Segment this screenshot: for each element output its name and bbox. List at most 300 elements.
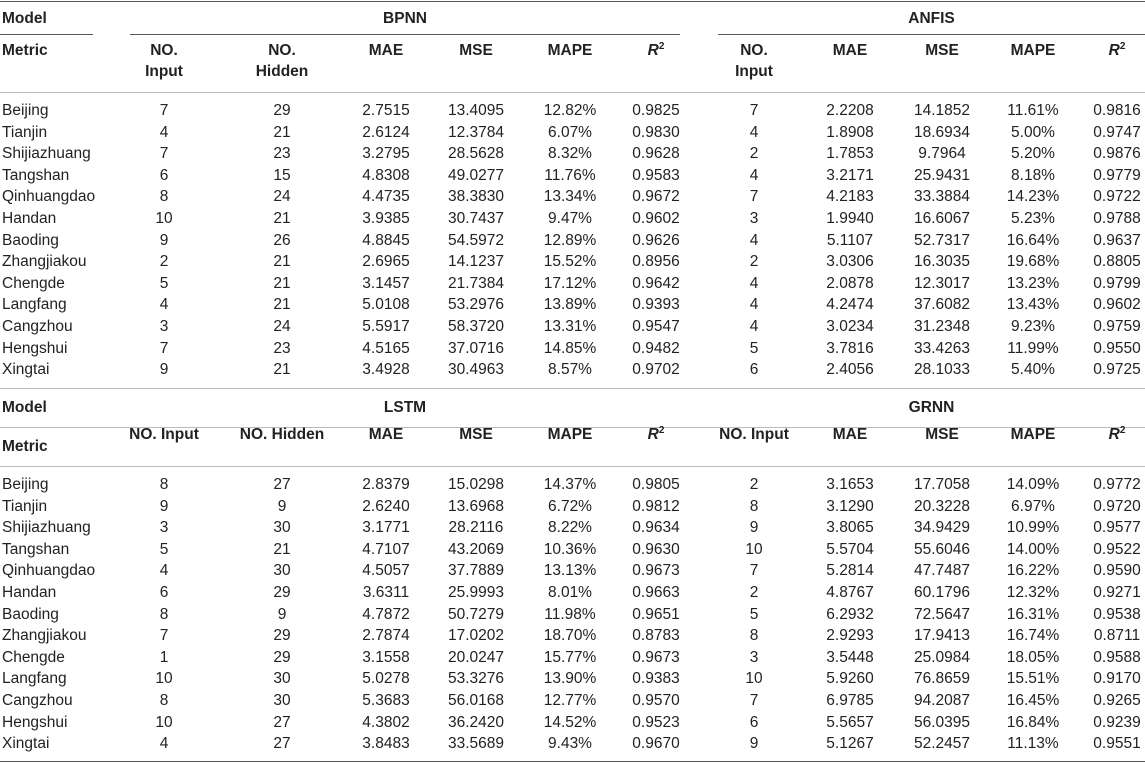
table-row	[0, 359, 1145, 381]
table-cell: 0.9626	[632, 231, 680, 249]
table-cell: 49.0277	[447, 166, 505, 184]
city-name: Cangzhou	[2, 318, 73, 335]
table-cell: 27	[273, 713, 291, 731]
table-cell: 3.5448	[826, 648, 874, 666]
table-cell: 10	[155, 210, 173, 227]
column-header-mape-lstm: MAPE	[547, 426, 593, 443]
column-header-r-lstm	[606, 424, 706, 446]
table-cell: 3	[159, 519, 169, 537]
table-cell: 2.9293	[826, 627, 874, 645]
table-cell: 4.7872	[362, 605, 410, 623]
table-cell: 15.51%	[1006, 670, 1060, 688]
table-cell: 53.3276	[447, 670, 505, 688]
table-cell: 52.2457	[913, 735, 971, 753]
table-cell: 37.7889	[447, 562, 505, 580]
table-cell: 3.9385	[362, 210, 410, 227]
table-cell: 0.9642	[632, 274, 680, 292]
table-cell: 6	[159, 584, 169, 601]
table-cell: 29	[273, 627, 291, 645]
column-header-mse-grnn: MSE	[925, 426, 959, 443]
city-name: Langfang	[2, 296, 67, 314]
city-name: Shijiazhuang	[2, 519, 91, 537]
table-cell: 24	[273, 318, 291, 335]
table-cell: 9	[749, 519, 759, 537]
table-cell: 3.8065	[826, 519, 874, 537]
table-row	[0, 208, 1145, 230]
table-cell: 3.1558	[362, 648, 410, 666]
column-header-r-bpnn	[606, 40, 706, 61]
table-cell: 5.0108	[362, 296, 410, 314]
table-cell: 5.5917	[362, 318, 410, 335]
table-cell: 10	[745, 670, 763, 688]
table-cell: 10.36%	[543, 540, 597, 558]
table-cell: 5.20%	[1011, 145, 1055, 163]
table-cell: 72.5647	[913, 605, 971, 623]
table-cell: 9	[277, 605, 287, 623]
table-cell: 33.4263	[913, 339, 971, 357]
table-cell: 4.8308	[362, 166, 410, 184]
table-cell: 24	[273, 188, 291, 206]
bpnn-underline	[130, 34, 680, 35]
table-cell: 38.3830	[447, 188, 505, 206]
table-cell: 3.6311	[362, 584, 410, 601]
table-cell: 7	[159, 145, 169, 163]
table-cell: 26	[273, 231, 291, 249]
table-cell: 8.22%	[548, 519, 592, 537]
table-cell: 5.3683	[362, 692, 410, 709]
table-cell: 28.2116	[448, 519, 504, 537]
table-cell: 0.9799	[1093, 274, 1141, 292]
table-cell: 0.9670	[632, 735, 680, 753]
table-cell: 6	[749, 713, 759, 731]
table-cell: 17.9413	[913, 627, 971, 645]
table-row	[0, 690, 1145, 712]
table-cell: 18.6934	[913, 123, 971, 141]
table-cell: 5	[159, 274, 169, 292]
city-name: Beijing	[2, 476, 49, 493]
table-cell: 0.9393	[632, 296, 680, 314]
table-row	[0, 230, 1145, 252]
table-cell: 0.9547	[632, 318, 680, 335]
table-row	[0, 582, 1145, 604]
table-cell: 15.0298	[447, 476, 505, 493]
table-cell: 0.9651	[632, 605, 680, 623]
table-cell: 0.9805	[632, 476, 680, 493]
table-cell: 8	[159, 188, 169, 206]
table-cell: 3.7816	[826, 339, 874, 357]
table-cell: 34.9429	[913, 519, 971, 537]
table-cell: 16.31%	[1006, 605, 1060, 623]
table-cell: 11.61%	[1007, 102, 1059, 119]
table-cell: 8.32%	[548, 145, 592, 163]
table-cell: 3.4928	[362, 361, 410, 379]
table-row	[0, 165, 1145, 187]
table-cell: 5.1107	[826, 231, 874, 249]
city-name: Langfang	[2, 670, 67, 688]
column-header-mape-bpnn: MAPE	[547, 42, 593, 59]
model-label: Model	[2, 10, 47, 27]
table-cell: 30	[273, 562, 291, 580]
table-cell: 13.31%	[543, 318, 597, 335]
table-cell: 0.9570	[632, 692, 680, 709]
table-cell: 16.74%	[1006, 627, 1060, 645]
table-cell: 21	[273, 274, 291, 292]
table-row	[0, 251, 1145, 273]
city-name: Shijiazhuang	[2, 145, 91, 163]
table-row	[0, 668, 1145, 690]
table-cell: 30	[273, 692, 291, 709]
table-cell: 3.8483	[362, 735, 410, 753]
table-cell: 33.3884	[913, 188, 971, 206]
table-cell: 4.5057	[362, 562, 410, 580]
table-cell: 3.1457	[362, 274, 410, 292]
column-header-mse-lstm: MSE	[459, 426, 493, 443]
header-rule	[0, 92, 1145, 93]
table-cell: 4.2474	[826, 296, 874, 314]
table-cell: 0.9812	[632, 497, 680, 515]
model-label: Model	[2, 399, 47, 416]
table-row	[0, 560, 1145, 582]
city-name: Tangshan	[2, 166, 70, 184]
r-squared-exponent: 2	[1119, 40, 1126, 52]
table-cell: 3.0306	[826, 253, 874, 271]
table-row	[0, 316, 1145, 338]
table-cell: 21	[273, 210, 291, 227]
table-cell: 5	[749, 339, 759, 357]
table-cell: 3	[159, 318, 169, 335]
table-cell: 10	[155, 713, 173, 731]
column-header-mape-grnn: MAPE	[1010, 426, 1056, 443]
table-cell: 10	[745, 540, 763, 558]
table-cell: 4	[159, 123, 169, 141]
group-name-anfis: ANFIS	[908, 10, 955, 27]
table-cell: 43.2069	[447, 540, 505, 558]
group-name-lstm: LSTM	[383, 399, 427, 416]
table-cell: 29	[273, 648, 291, 666]
r-squared-exponent: 2	[658, 40, 665, 52]
table-cell: 0.8956	[632, 253, 680, 271]
table-cell: 23	[273, 339, 291, 357]
table-cell: 12.82%	[543, 102, 597, 119]
table-cell: 5.0278	[362, 670, 410, 688]
table-cell: 6.2932	[826, 605, 874, 623]
table-cell: 0.9522	[1093, 540, 1141, 558]
table-cell: 6.9785	[826, 692, 874, 709]
table-cell: 7	[159, 627, 169, 645]
table-cell: 21	[273, 296, 291, 314]
city-name: Beijing	[2, 102, 49, 119]
table-cell: 53.2976	[447, 296, 505, 314]
city-name: Qinhuangdao	[2, 562, 96, 580]
table-cell: 8	[159, 476, 169, 493]
table-cell: 9.7964	[918, 145, 966, 163]
table-cell: 0.9772	[1093, 476, 1141, 493]
column-header-mse-bpnn: MSE	[459, 42, 493, 59]
column-header-mae-lstm: MAE	[368, 426, 404, 443]
table-cell: 14.09%	[1006, 476, 1060, 493]
table-cell: 0.9830	[632, 123, 680, 141]
table-cell: 94.2087	[913, 692, 971, 709]
table-cell: 0.9602	[632, 210, 680, 227]
table-cell: 15.77%	[543, 648, 597, 666]
table-row	[0, 604, 1145, 626]
table-cell: 1.8908	[826, 123, 874, 141]
table-cell: 13.4095	[447, 102, 505, 119]
table-cell: 29	[273, 102, 291, 119]
table-row	[0, 539, 1145, 561]
table-cell: 0.9725	[1093, 361, 1141, 379]
table-cell: 12.77%	[543, 692, 597, 709]
column-header-no-hidden-lstm: NO. Hidden	[239, 426, 325, 443]
table-cell: 9	[159, 231, 169, 249]
table-cell: 16.22%	[1006, 562, 1060, 580]
city-name: Handan	[2, 210, 57, 227]
city-name: Handan	[2, 584, 57, 601]
table-cell: 12.3017	[913, 274, 971, 292]
table-cell: 56.0395	[913, 713, 971, 731]
table-cell: 0.9663	[632, 584, 680, 601]
metric-label: Metric	[2, 42, 48, 59]
table-cell: 0.9602	[1093, 296, 1141, 314]
table-cell: 47.7487	[913, 562, 971, 580]
table-cell: 2	[749, 584, 759, 601]
city-name: Baoding	[2, 605, 59, 623]
table-cell: 2.8379	[362, 476, 410, 493]
table-cell: 21	[273, 540, 291, 558]
table-cell: 0.9672	[632, 188, 680, 206]
table-cell: 14.37%	[543, 476, 597, 493]
table-cell: 17.0202	[447, 627, 505, 645]
column-header-mse-anfis: MSE	[925, 42, 959, 59]
table-cell: 10.99%	[1006, 519, 1060, 537]
table-cell: 0.9482	[632, 339, 680, 357]
table-cell: 8.01%	[548, 584, 592, 601]
city-name: Tianjin	[2, 497, 48, 515]
table-cell: 0.9759	[1093, 318, 1141, 335]
table-cell: 7	[159, 102, 169, 119]
table-cell: 2.6124	[362, 123, 410, 141]
table-cell: 0.8805	[1093, 253, 1141, 271]
table-cell: 2.2208	[826, 102, 874, 119]
top-rule	[0, 1, 1145, 2]
header-rule	[0, 466, 1145, 467]
table-cell: 0.9720	[1093, 497, 1141, 515]
table-cell: 0.9747	[1093, 123, 1141, 141]
table-cell: 13.89%	[543, 296, 597, 314]
table-cell: 9	[277, 497, 287, 515]
table-cell: 6	[749, 361, 759, 379]
city-name: Zhangjiakou	[2, 253, 87, 271]
table-cell: 13.13%	[543, 562, 597, 580]
table-cell: 1.9940	[826, 210, 874, 227]
column-header-no-input-grnn: NO. Input	[719, 426, 789, 443]
city-name: Xingtai	[2, 735, 50, 753]
table-cell: 11.76%	[544, 166, 596, 184]
table-cell: 3.2795	[362, 145, 410, 163]
anfis-underline	[718, 34, 1145, 35]
table-cell: 4.7107	[362, 540, 410, 558]
table-cell: 28.1033	[913, 361, 971, 379]
table-cell: 5	[159, 540, 169, 558]
table-cell: 16.6067	[913, 210, 971, 227]
table-cell: 13.6968	[447, 497, 505, 515]
table-cell: 0.8783	[632, 627, 680, 645]
table-cell: 3	[749, 648, 759, 666]
table-cell: 52.7317	[913, 231, 971, 249]
table-cell: 5.40%	[1011, 361, 1055, 379]
table-cell: 27	[273, 476, 291, 493]
table-cell: 56.0168	[447, 692, 505, 709]
column-header-no-input-bpnn: NO. Input	[145, 42, 183, 80]
table-cell: 4.4735	[362, 188, 410, 206]
column-header-mape-anfis: MAPE	[1010, 42, 1056, 59]
table-cell: 50.7279	[447, 605, 505, 623]
table-cell: 10	[155, 670, 173, 688]
table-cell: 29	[273, 584, 291, 601]
table-cell: 2	[749, 145, 759, 163]
table-row	[0, 496, 1145, 518]
table-cell: 30.7437	[447, 210, 505, 227]
table-row	[0, 294, 1145, 316]
table-cell: 2	[749, 476, 759, 493]
table-cell: 17.12%	[543, 274, 597, 292]
table-cell: 2.4056	[826, 361, 874, 379]
table-cell: 21	[273, 361, 291, 379]
city-name: Cangzhou	[2, 692, 73, 709]
table-cell: 25.9993	[447, 584, 505, 601]
table-cell: 13.34%	[543, 188, 597, 206]
table-cell: 36.2420	[447, 713, 505, 731]
table-cell: 9	[749, 735, 759, 753]
table-cell: 0.9550	[1093, 339, 1141, 357]
table-cell: 13.43%	[1006, 296, 1060, 314]
table-cell: 54.5972	[447, 231, 505, 249]
table-row	[0, 143, 1145, 165]
table-cell: 7	[749, 102, 759, 119]
table-cell: 14.00%	[1006, 540, 1060, 558]
table-cell: 0.9630	[632, 540, 680, 558]
table-cell: 4	[749, 166, 759, 184]
table-row	[0, 100, 1145, 122]
table-cell: 0.9816	[1093, 102, 1141, 119]
table-cell: 5.9260	[826, 670, 874, 688]
table-cell: 25.9431	[913, 166, 971, 184]
table-cell: 5.1267	[826, 735, 874, 753]
table-cell: 3.2171	[826, 166, 874, 184]
table-cell: 9.43%	[548, 735, 592, 753]
table-cell: 9.23%	[1011, 318, 1055, 335]
table-cell: 5.23%	[1011, 210, 1055, 227]
table-row	[0, 122, 1145, 144]
table-cell: 2	[749, 253, 759, 271]
table-cell: 9	[159, 361, 169, 379]
table-row	[0, 733, 1145, 755]
table-cell: 2.7874	[362, 627, 410, 645]
table-cell: 0.9788	[1093, 210, 1141, 227]
table-cell: 4.5165	[362, 339, 410, 357]
table-cell: 12.3784	[447, 123, 505, 141]
table-cell: 18.05%	[1006, 648, 1060, 666]
table-cell: 0.9628	[632, 145, 680, 163]
table-cell: 4	[159, 562, 169, 580]
city-name: Tangshan	[2, 540, 70, 558]
table-cell: 8	[749, 627, 759, 645]
table-cell: 5	[749, 605, 759, 623]
table-cell: 20.3228	[913, 497, 971, 515]
table-cell: 1	[159, 648, 169, 666]
table-cell: 2.6965	[362, 253, 410, 271]
table-cell: 4	[749, 318, 759, 335]
table-cell: 13.23%	[1006, 274, 1060, 292]
table-row	[0, 712, 1145, 734]
table-cell: 0.9577	[1093, 519, 1141, 537]
table-row	[0, 517, 1145, 539]
table-cell: 7	[749, 692, 759, 709]
r-squared-label: R	[1108, 42, 1120, 59]
table-cell: 13.90%	[543, 670, 597, 688]
table-cell: 5.00%	[1011, 123, 1055, 141]
city-name: Chengde	[2, 274, 65, 292]
table-cell: 9	[159, 497, 169, 515]
table-cell: 20.0247	[447, 648, 505, 666]
r-squared-exponent: 2	[1119, 424, 1126, 436]
table-cell: 14.52%	[543, 713, 597, 731]
column-header-no-hidden-bpnn: NO. Hidden	[255, 42, 309, 80]
table-cell: 14.23%	[1006, 188, 1060, 206]
table-cell: 16.64%	[1006, 231, 1060, 249]
group-name-grnn: GRNN	[908, 399, 955, 416]
table-cell: 21	[273, 123, 291, 141]
column-header-mae-bpnn: MAE	[368, 42, 404, 59]
table-cell: 5.5657	[826, 713, 874, 731]
table-cell: 0.9551	[1093, 735, 1141, 753]
city-name: Chengde	[2, 648, 65, 666]
table-cell: 4.8845	[362, 231, 410, 249]
table-cell: 8	[159, 692, 169, 709]
metric-label: Metric	[2, 438, 48, 455]
table-cell: 18.70%	[543, 627, 597, 645]
table-cell: 23	[273, 145, 291, 163]
city-name: Hengshui	[2, 713, 68, 731]
table-cell: 11.13%	[1007, 735, 1059, 753]
table-cell: 5.2814	[826, 562, 874, 580]
table-cell: 55.6046	[913, 540, 971, 558]
table-cell: 3.1290	[826, 497, 874, 515]
table-cell: 31.2348	[913, 318, 971, 335]
city-name: Baoding	[2, 231, 59, 249]
table-cell: 4.3802	[362, 713, 410, 731]
table-cell: 0.9634	[632, 519, 680, 537]
table-cell: 0.9673	[632, 562, 680, 580]
table-cell: 3	[749, 210, 759, 227]
section-rule	[0, 388, 1145, 389]
table-row	[0, 186, 1145, 208]
table-row	[0, 625, 1145, 647]
r-squared-exponent: 2	[658, 424, 665, 436]
table-lstm-grnn	[0, 388, 1145, 763]
table-cell: 30.4963	[447, 361, 505, 379]
table-cell: 12.32%	[1006, 584, 1060, 601]
table-cell: 8	[749, 497, 759, 515]
table-cell: 0.9538	[1093, 605, 1141, 623]
table-cell: 4	[159, 735, 169, 753]
table-cell: 37.0716	[447, 339, 505, 357]
table-cell: 0.9825	[632, 102, 680, 119]
table-cell: 30	[273, 670, 291, 688]
table-cell: 8	[159, 605, 169, 623]
table-cell: 0.9876	[1093, 145, 1141, 163]
table-cell: 4	[749, 296, 759, 314]
